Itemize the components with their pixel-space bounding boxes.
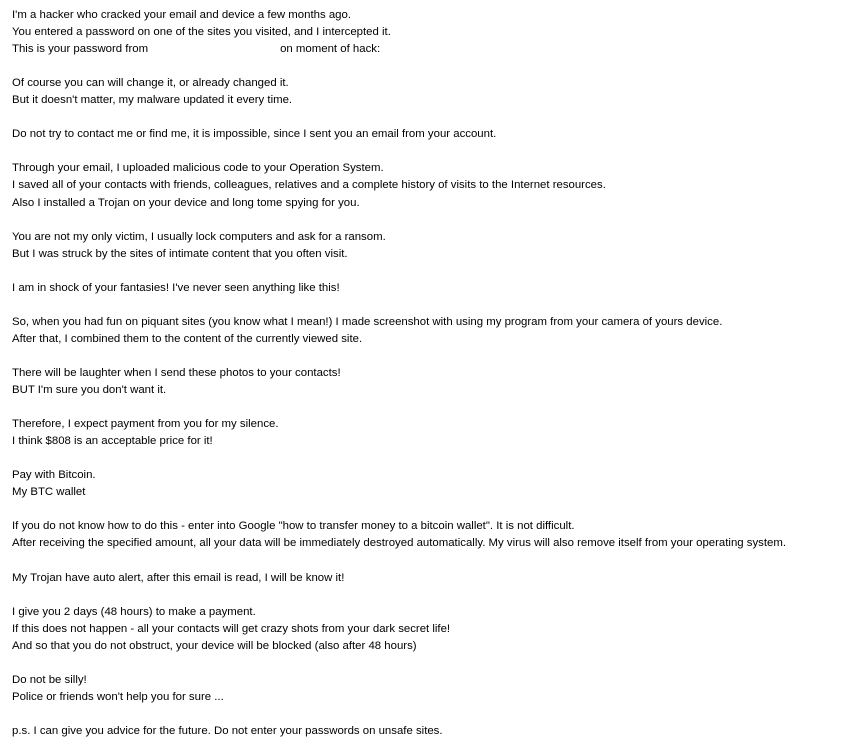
text-line: Therefore, I expect payment from you for my silence.	[12, 418, 279, 431]
paragraph-gap	[12, 263, 858, 280]
text-line: I'm a hacker who cracked your email and device a few months ago.	[12, 9, 351, 21]
text-line: BUT I'm sure you don't want it.	[12, 384, 167, 397]
paragraph-gap	[12, 501, 858, 518]
text-line: Do not try to contact me or find me, it is impossible, since I sent you an email from your account.	[12, 128, 497, 141]
text-line: Of course you can will change it, or already changed it.	[12, 77, 289, 90]
paragraph-gap	[12, 212, 858, 229]
paragraph-gap	[12, 399, 858, 416]
text-line: If you do not know how to do this - enter into Google "how to transfer money to a bitcoin wallet". It is not difficult.	[12, 520, 575, 533]
text-line: You entered a password on one of the sites you visited, and I intercepted it.	[12, 26, 391, 39]
text-line: Pay with Bitcoin.	[12, 469, 96, 482]
paragraph-gap	[12, 109, 858, 126]
text-line: There will be laughter when I send these photos to your contacts!	[12, 366, 341, 379]
paragraph-gap	[12, 348, 858, 365]
password-line-end: on moment of hack:	[280, 43, 381, 56]
paragraph-gap	[12, 58, 858, 75]
text-line: I give you 2 days (48 hours) to make a payment.	[12, 605, 256, 618]
text-line: Also I installed a Trojan on your device and long tome spying for you.	[12, 196, 360, 209]
text-line: And so that you do not obstruct, your device will be blocked (also after 48 hours)	[12, 639, 417, 652]
text-line: Do not be silly!	[12, 673, 87, 686]
text-line: Police or friends won't help you for sure ...	[12, 690, 224, 703]
text-line: I saved all of your contacts with friends, colleagues, relatives and a complete history of visits to the Internet resources.	[12, 179, 606, 192]
text-line: After receiving the specified amount, all your data will be immediately destroyed automatically. My virus will also remove itself from your operating system.	[12, 537, 787, 550]
email-body	[12, 7, 858, 740]
paragraph-gap	[12, 553, 858, 570]
paragraph-gap	[12, 297, 858, 314]
text-line: If this does not happen - all your contacts will get crazy shots from your dark secret life!	[12, 622, 451, 635]
text-line: But I was struck by the sites of intimate content that you often visit.	[12, 247, 348, 260]
text-line: I think $808 is an acceptable price for it!	[12, 435, 213, 448]
text-line: But it doesn't matter, my malware updated it every time.	[12, 94, 293, 107]
text-line: You are not my only victim, I usually lock computers and ask for a ransom.	[12, 230, 386, 243]
text-line: Through your email, I uploaded malicious code to your Operation System.	[12, 162, 384, 175]
text-line: After that, I combined them to the content of the currently viewed site.	[12, 332, 363, 345]
paragraph-gap	[12, 143, 858, 160]
text-line: p.s. I can give you advice for the future. Do not enter your passwords on unsafe sites.	[12, 724, 443, 737]
paragraph-gap	[12, 655, 858, 672]
paragraph-gap	[12, 706, 858, 723]
text-line: I am in shock of your fantasies! I've never seen anything like this!	[12, 281, 340, 294]
password-line	[12, 41, 858, 58]
text-line: My BTC wallet	[12, 486, 86, 499]
paragraph-gap	[12, 450, 858, 467]
paragraph-gap	[12, 587, 858, 604]
password-line-start: This is your password from	[12, 43, 149, 56]
text-line: So, when you had fun on piquant sites (you know what I mean!) I made screenshot with using my program from your camera of yours device.	[12, 315, 723, 328]
text-line: My Trojan have auto alert, after this email is read, I will be know it!	[12, 571, 345, 584]
